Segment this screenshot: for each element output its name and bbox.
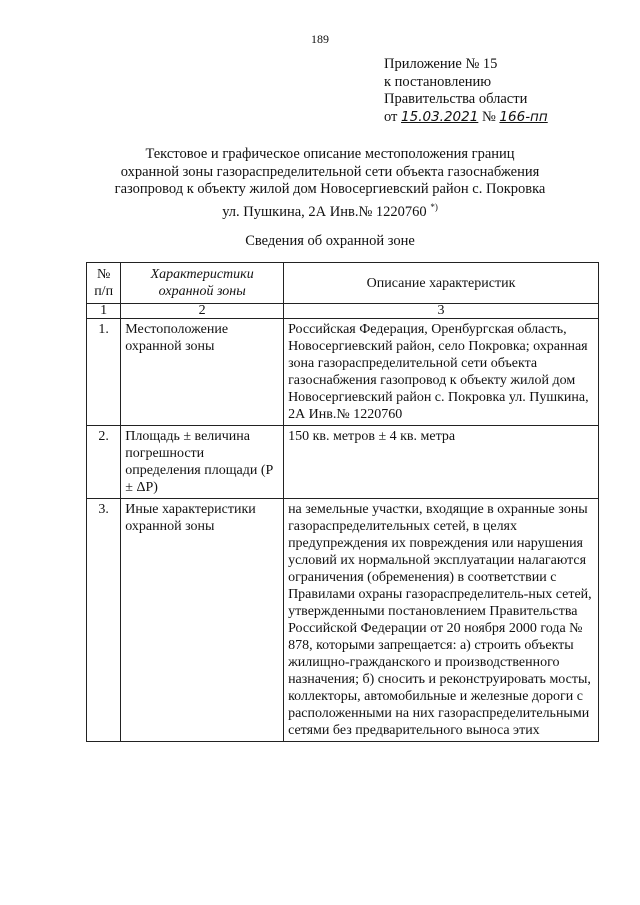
row-characteristic: Местоположение охранной зоны [121,319,284,426]
section-subtitle: Сведения об охранной зоне [245,233,415,249]
row-number: 1. [87,319,121,426]
title-line4 [60,199,600,221]
row-description: Российская Федерация, Оренбургская область, Новосергиевский район, село Покровка; охранная зона газораспределительной сети объекта газоснабжения газопровод к объекту жилой дом Новосергиевский район с. Покровка ул. Пушкина, 2А Инв.№ 1220760 [284,319,599,426]
col-index-3: 3 [284,304,599,319]
number-sign: № [481,108,496,125]
document-title [60,146,600,221]
row-characteristic: Площадь ± величина погрешности определения площади (P ± ΔP) [121,426,284,499]
row-characteristic: Иные характеристики охранной зоны [121,499,284,742]
col-index-1: 1 [87,304,121,319]
page-number: 189 [311,32,329,46]
from-prefix: от [384,108,398,125]
protection-zone-table [86,262,599,742]
table-row [87,426,599,499]
column-index-row [87,304,599,319]
footnote-mark: *) [430,201,438,212]
row-description: 150 кв. метров ± 4 кв. метра [284,426,599,499]
title-line4-text: ул. Пушкина, 2А Инв.№ 1220760 [222,203,427,220]
header-description: Описание характеристик [284,263,599,304]
appendix-block [384,56,548,126]
appendix-date-line [384,109,548,127]
appendix-line1: Приложение № 15 [384,56,498,72]
header-characteristic: Характеристики охранной зоны [121,263,284,304]
appendix-line2: к постановлению [384,73,492,90]
title-line3: газопровод к объекту жилой дом Новосергиевский район с. Покровка [114,181,546,197]
col-index-2: 2 [121,304,284,319]
table-row [87,499,599,742]
table-row [87,319,599,426]
handwritten-number: 166-пп [499,108,548,125]
handwritten-date: 15.03.2021 [401,108,479,125]
table-header-row [87,263,599,304]
row-description: на земельные участки, входящие в охранные зоны газораспределительных сетей, в целях предупреждения их повреждения или нарушения условий их нормальной эксплуатации налагаются ограничения (обременения) в соответствии с Правилами охраны газораспределитель-ных сетей, утвержденными постановлением Правительства Российской Федерации от 20 ноября 2000 года № 878, которыми запрещается: а) строить объекты жилищно-гражданского и производственного назначения; б) сносить и реконструировать мосты, коллекторы, автомобильные и железные дороги с расположенными на них газораспределительными сетями без предварительного выноса этих [284,499,599,742]
title-line1: Текстовое и графическое описание местоположения границ [145,146,515,162]
title-line2: охранной зоны газораспределительной сети объекта газоснабжения [120,163,540,180]
header-num: № п/п [87,263,121,304]
row-number: 2. [87,426,121,499]
appendix-line3: Правительства области [384,91,528,107]
row-number: 3. [87,499,121,742]
